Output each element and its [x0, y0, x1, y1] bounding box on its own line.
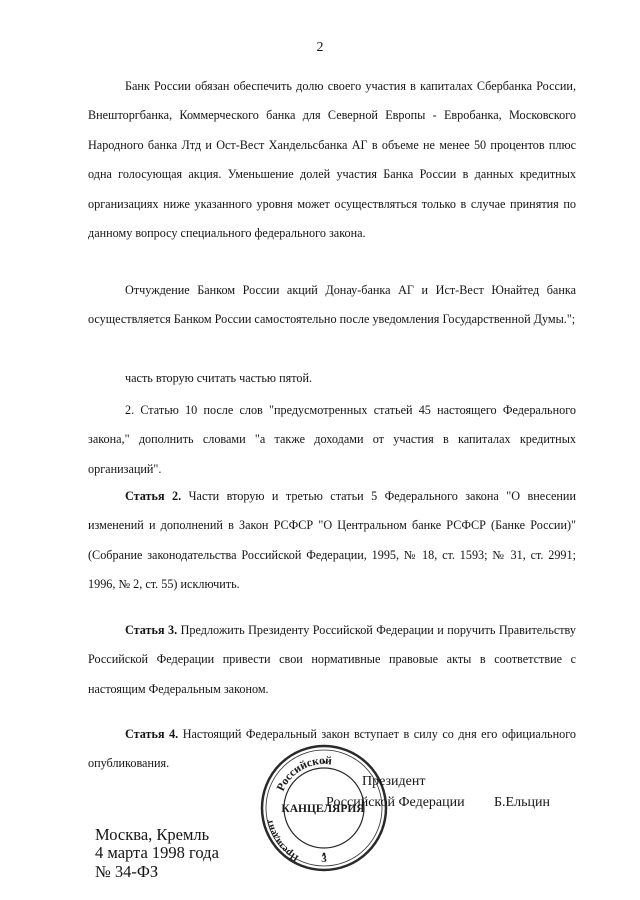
signature-title-line1: Президент — [362, 774, 426, 789]
seal-top-text: Российской — [274, 754, 333, 794]
seal-bottom-text: 3 — [321, 853, 327, 865]
article-3 — [88, 616, 576, 704]
place: Москва, Кремль — [95, 825, 210, 844]
signature-name: Б.Ельцин — [494, 795, 550, 810]
article-3-label: Статья 3. — [125, 623, 178, 637]
page-number: 2 — [316, 40, 324, 55]
article-4-label: Статья 4. — [125, 727, 179, 741]
article-3-text: Предложить Президенту Российской Федерации и поручить Правительству Российской Федерации привести свои нормативные правовые акты в соответствие с настоящим Федеральным законом. — [88, 623, 576, 696]
seal-center-text: КАНЦЕЛЯРИЯ — [281, 803, 365, 815]
signature-title-line2: Российской Федерации — [326, 795, 465, 810]
seal-side-text: Президент — [264, 818, 301, 864]
paragraph-alienation: Отчуждение Банком России акций Донау-банка АГ и Ист-Вест Юнайтед банка осуществляется Банком России самостоятельно после уведомления Государственной Думы."; — [88, 283, 576, 327]
article-2-label: Статья 2. — [125, 489, 182, 503]
law-number: № 34-ФЗ — [95, 861, 159, 881]
article-4-text: Настоящий Федеральный закон вступает в силу со дня его официального опубликования. — [88, 727, 576, 771]
article-2 — [88, 482, 576, 600]
date: 4 марта 1998 года — [95, 843, 219, 863]
place-date-block — [95, 826, 219, 881]
paragraph-bank-share: Банк России обязан обеспечить долю своего участия в капиталах Сбербанка России, Внешторгбанка, Коммерческого банка для Северной Европы - Евробанка, Московского Народного банка Лтд и Ост-Вест Хандельсбанка АГ в объеме не менее 50 процентов плюс одна голосующая акция. Уменьшение долей участия Банка России в данных кредитных организациях ниже указанного уровня может осуществляться только в случае принятия по данному вопросу специального федерального закона. — [88, 79, 576, 241]
paragraph-article-10: 2. Статью 10 после слов "предусмотренных статьей 45 настоящего Федерального закона," дополнить словами "а также доходами от участия в капиталах кредитных организаций". — [88, 403, 576, 476]
paragraph-part-two: часть вторую считать частью пятой. — [125, 371, 313, 385]
article-2-text: Части вторую и третью статьи 5 Федерального закона "О внесении изменений и дополнений в Закон РСФСР "О Центральном банке РСФСР (Банке России)" (Собрание законодательства Российской Федерации, 1995, № 18, ст. 1593; № 31, ст. 2991; 1996, № 2, ст. 55) исключить. — [88, 489, 576, 592]
